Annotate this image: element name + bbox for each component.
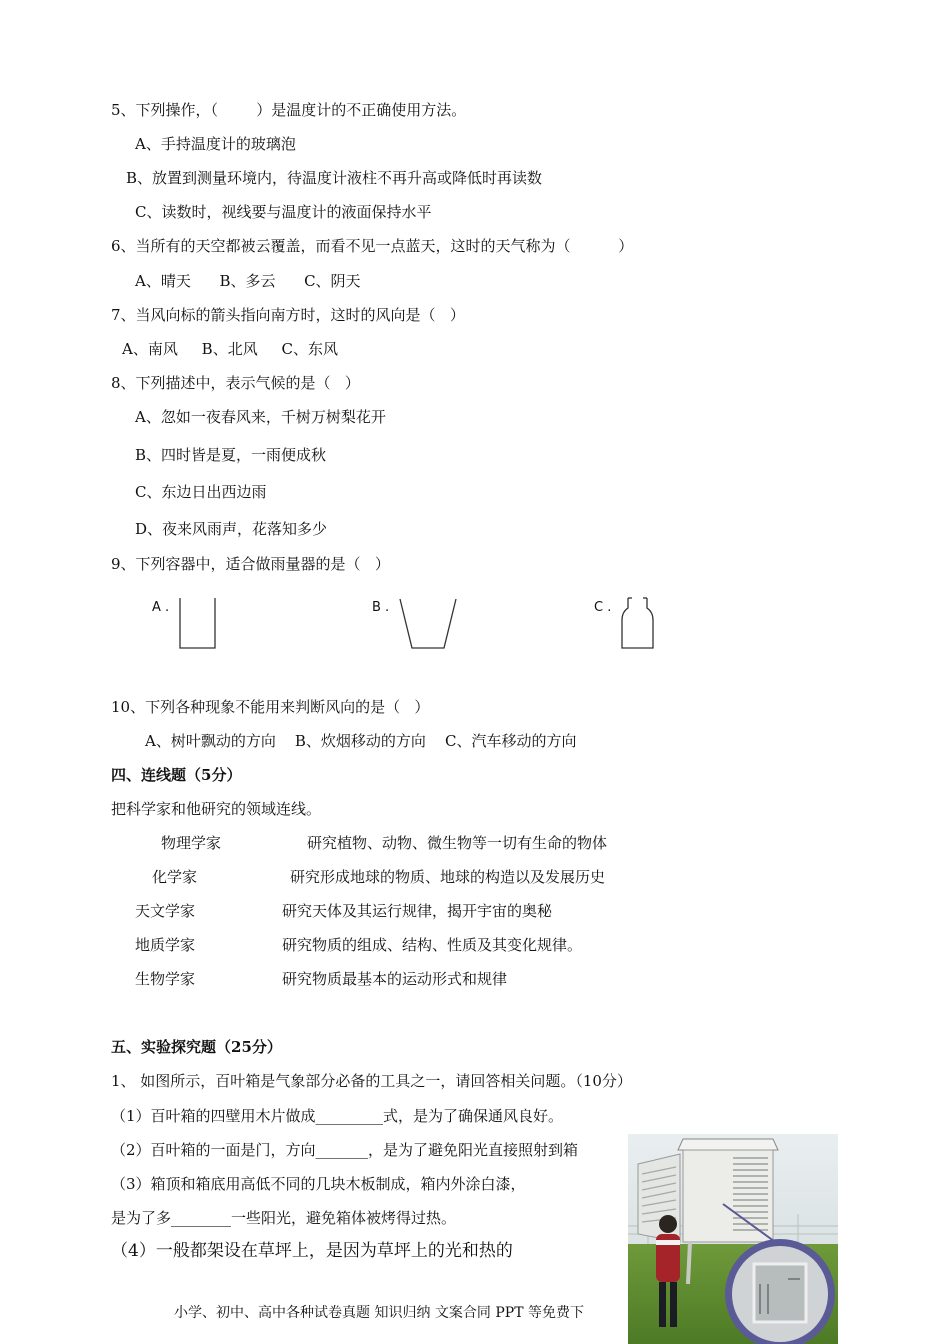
matching-right-item: 研究形成地球的物质、地球的构造以及发展历史 — [290, 868, 606, 886]
container-b-funnel — [398, 596, 460, 652]
q9-stem: 9、下列容器中，适合做雨量器的是（ ） — [111, 555, 390, 573]
matching-left-item: 地质学家 — [135, 936, 196, 954]
matching-left-item: 化学家 — [152, 868, 198, 886]
q9-label-c: C . — [594, 600, 612, 615]
section4-instruction: 把科学家和他研究的领域连线。 — [111, 800, 322, 818]
q8-option-c: C、东边日出西边雨 — [135, 483, 267, 501]
q6-options: A、晴天 B、多云 C、阴天 — [135, 272, 361, 290]
section5-sub1: （1）百叶箱的四壁用木片做成_________式，是为了确保通风良好。 — [111, 1107, 564, 1125]
matching-left-item: 物理学家 — [161, 834, 222, 852]
q10-options: A、树叶飘动的方向 B、炊烟移动的方向 C、汽车移动的方向 — [145, 732, 577, 750]
q5-stem: 5、下列操作，（ ）是温度计的不正确使用方法。 — [111, 101, 467, 119]
q7-stem: 7、当风向标的箭头指向南方时，这时的风向是（ ） — [111, 306, 465, 324]
footer-text: 小学、初中、高中各种试卷真题 知识归纳 文案合同 PPT 等免费下 — [174, 1305, 584, 1321]
matching-left-item: 天文学家 — [135, 902, 196, 920]
q5-option-c: C、读数时，视线要与温度计的液面保持水平 — [135, 203, 432, 221]
matching-right-item: 研究植物、动物、微生物等一切有生命的物体 — [307, 834, 608, 852]
section5-sub3-cont: 是为了多________一些阳光，避免箱体被烤得过热。 — [111, 1209, 457, 1227]
section5-title: 五、实验探究题（25分） — [111, 1038, 282, 1056]
matching-left-item: 生物学家 — [135, 970, 196, 988]
section5-sub3: （3）箱顶和箱底用高低不同的几块木板制成，箱内外涂白漆， — [111, 1175, 526, 1193]
section5-sub4: （4）一般都架设在草坪上，是因为草坪上的光和热的 — [111, 1241, 513, 1261]
matching-right-item: 研究天体及其运行规律，揭开宇宙的奥秘 — [282, 902, 553, 920]
q6-stem: 6、当所有的天空都被云覆盖，而看不见一点蓝天，这时的天气称为（ ） — [111, 237, 634, 255]
section4-title: 四、连线题（5分） — [111, 766, 242, 784]
q8-option-b: B、四时皆是夏，一雨便成秋 — [135, 446, 327, 464]
matching-right-item: 研究物质的组成、结构、性质及其变化规律。 — [282, 936, 583, 954]
q5-option-b: B、放置到测量环境内，待温度计液柱不再升高或降低时再读数 — [126, 169, 543, 187]
q10-stem: 10、下列各种现象不能用来判断风向的是（ ） — [111, 698, 430, 716]
q7-options: A、南风 B、北风 C、东风 — [122, 340, 339, 358]
section5-q1: 1、 如图所示，百叶箱是气象部分必备的工具之一，请回答相关问题。（10分） — [111, 1072, 632, 1090]
container-a-straight — [178, 596, 218, 652]
q8-option-a: A、忽如一夜春风来，千树万树梨花开 — [135, 408, 386, 426]
section5-sub2: （2）百叶箱的一面是门，方向_______，是为了避免阳光直接照射到箱 — [111, 1141, 579, 1159]
matching-right-item: 研究物质最基本的运动形式和规律 — [282, 970, 508, 988]
q9-label-b: B . — [372, 600, 390, 615]
weather-box-photo — [628, 1134, 838, 1344]
q5-option-a: A、手持温度计的玻璃泡 — [135, 135, 296, 153]
q8-option-d: D、夜来风雨声，花落知多少 — [135, 520, 328, 538]
container-c-bottle — [618, 596, 658, 652]
q8-stem: 8、下列描述中，表示气候的是（ ） — [111, 374, 360, 392]
q9-label-a: A . — [152, 600, 170, 615]
